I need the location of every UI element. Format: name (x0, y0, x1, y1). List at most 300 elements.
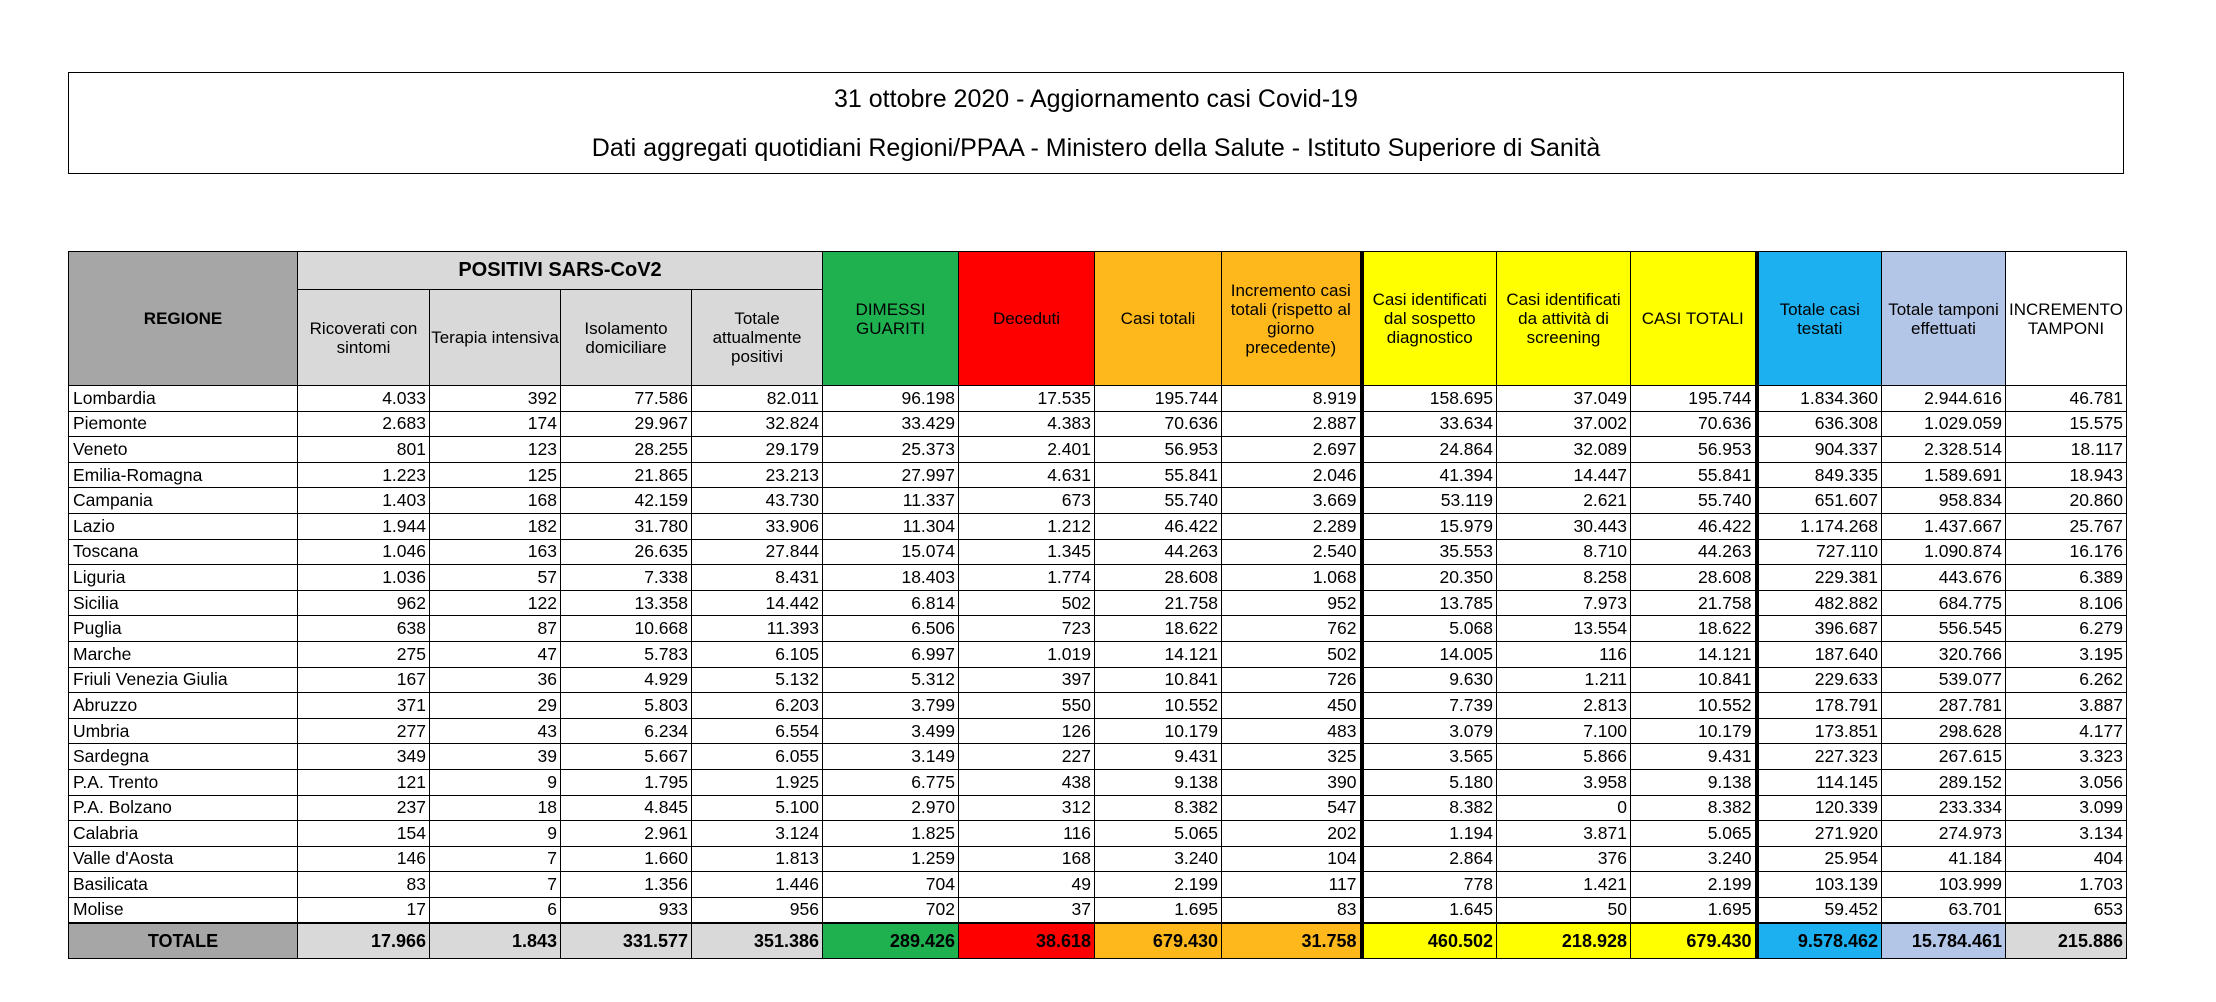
cell-deceduti: 37 (959, 897, 1095, 923)
cell-totale-casi-testati: 1.834.360 (1757, 386, 1882, 412)
cell-deceduti: 550 (959, 693, 1095, 719)
table-row (69, 437, 2127, 463)
cell-totale-tamponi: 320.766 (1882, 641, 2006, 667)
cell-ricoverati: 1.944 (298, 513, 430, 539)
total-casi-totali-caps: 679.430 (1631, 923, 1757, 959)
cell-totale-tamponi: 63.701 (1882, 897, 2006, 923)
header-dimessi-guariti: DIMESSI GUARITI (823, 252, 959, 386)
cell-isolamento: 10.668 (561, 616, 692, 642)
cell-casi-totali-caps: 28.608 (1631, 565, 1757, 591)
cell-casi-sospetto: 41.394 (1362, 462, 1497, 488)
cell-dimessi-guariti: 33.429 (823, 411, 959, 437)
cell-totale-casi-testati: 120.339 (1757, 795, 1882, 821)
cell-ricoverati: 275 (298, 641, 430, 667)
cell-incremento-casi: 2.540 (1222, 539, 1362, 565)
table-row (69, 616, 2127, 642)
cell-totale-tamponi: 287.781 (1882, 693, 2006, 719)
cell-isolamento: 5.667 (561, 744, 692, 770)
cell-incremento-casi: 2.289 (1222, 513, 1362, 539)
cell-regione: Puglia (69, 616, 298, 642)
cell-casi-totali-caps: 9.431 (1631, 744, 1757, 770)
cell-casi-totali: 10.179 (1095, 718, 1222, 744)
cell-casi-sospetto: 5.180 (1362, 769, 1497, 795)
cell-casi-totali-caps: 21.758 (1631, 590, 1757, 616)
cell-casi-screening: 30.443 (1497, 513, 1631, 539)
cell-totale-tamponi: 103.999 (1882, 872, 2006, 898)
cell-ricoverati: 17 (298, 897, 430, 923)
cell-casi-totali-caps: 70.636 (1631, 411, 1757, 437)
header-totale-tamponi: Totale tamponi effettuati (1882, 252, 2006, 386)
cell-terapia-intensiva: 47 (430, 641, 561, 667)
cell-totale-tamponi: 298.628 (1882, 718, 2006, 744)
cell-totale-casi-testati: 849.335 (1757, 462, 1882, 488)
cell-regione: Liguria (69, 565, 298, 591)
cell-regione: P.A. Bolzano (69, 795, 298, 821)
cell-deceduti: 4.631 (959, 462, 1095, 488)
table-row (69, 846, 2127, 872)
cell-dimessi-guariti: 6.506 (823, 616, 959, 642)
totals-row (69, 923, 2127, 959)
total-incremento-tamponi: 215.886 (2006, 923, 2127, 959)
cell-totale-tamponi: 2.328.514 (1882, 437, 2006, 463)
cell-terapia-intensiva: 123 (430, 437, 561, 463)
cell-isolamento: 7.338 (561, 565, 692, 591)
cell-regione: Valle d'Aosta (69, 846, 298, 872)
cell-totale-casi-testati: 904.337 (1757, 437, 1882, 463)
cell-casi-sospetto: 53.119 (1362, 488, 1497, 514)
cell-totale-positivi: 1.813 (692, 846, 823, 872)
cell-casi-screening: 7.100 (1497, 718, 1631, 744)
cell-dimessi-guariti: 5.312 (823, 667, 959, 693)
cell-ricoverati: 1.046 (298, 539, 430, 565)
cell-totale-positivi: 6.203 (692, 693, 823, 719)
cell-dimessi-guariti: 3.799 (823, 693, 959, 719)
page-subtitle: Dati aggregati quotidiani Regioni/PPAA - Ministero della Salute - Istituto Superiore di Sanità (591, 134, 1601, 162)
table-row (69, 897, 2127, 923)
cell-casi-totali-caps: 2.199 (1631, 872, 1757, 898)
cell-casi-totali-caps: 14.121 (1631, 641, 1757, 667)
cell-totale-positivi: 3.124 (692, 821, 823, 847)
cell-casi-totali: 55.740 (1095, 488, 1222, 514)
cell-casi-totali-caps: 8.382 (1631, 795, 1757, 821)
cell-totale-positivi: 11.393 (692, 616, 823, 642)
cell-casi-totali: 9.431 (1095, 744, 1222, 770)
cell-casi-screening: 13.554 (1497, 616, 1631, 642)
cell-casi-totali: 195.744 (1095, 386, 1222, 412)
cell-ricoverati: 962 (298, 590, 430, 616)
cell-ricoverati: 1.036 (298, 565, 430, 591)
cell-incremento-tamponi: 25.767 (2006, 513, 2127, 539)
cell-isolamento: 42.159 (561, 488, 692, 514)
cell-casi-sospetto: 35.553 (1362, 539, 1497, 565)
cell-casi-totali: 14.121 (1095, 641, 1222, 667)
cell-ricoverati: 83 (298, 872, 430, 898)
cell-casi-totali-caps: 18.622 (1631, 616, 1757, 642)
cell-incremento-casi: 1.068 (1222, 565, 1362, 591)
cell-incremento-tamponi: 6.389 (2006, 565, 2127, 591)
cell-incremento-tamponi: 653 (2006, 897, 2127, 923)
total-casi-screening: 218.928 (1497, 923, 1631, 959)
cell-casi-totali: 3.240 (1095, 846, 1222, 872)
header-casi-screening: Casi identificati da attività di screening (1497, 252, 1631, 386)
table-body (69, 386, 2127, 923)
cell-regione: Calabria (69, 821, 298, 847)
cell-totale-positivi: 956 (692, 897, 823, 923)
cell-casi-sospetto: 33.634 (1362, 411, 1497, 437)
header-totale-positivi: Totale attualmente positivi (692, 290, 823, 386)
cell-totale-tamponi: 2.944.616 (1882, 386, 2006, 412)
cell-terapia-intensiva: 182 (430, 513, 561, 539)
cell-incremento-tamponi: 20.860 (2006, 488, 2127, 514)
cell-incremento-casi: 762 (1222, 616, 1362, 642)
header-terapia-intensiva: Terapia intensiva (430, 290, 561, 386)
table-row (69, 795, 2127, 821)
cell-regione: Piemonte (69, 411, 298, 437)
cell-totale-tamponi: 289.152 (1882, 769, 2006, 795)
cell-casi-totali-caps: 10.179 (1631, 718, 1757, 744)
cell-casi-screening: 3.958 (1497, 769, 1631, 795)
cell-regione: Campania (69, 488, 298, 514)
cell-casi-sospetto: 13.785 (1362, 590, 1497, 616)
cell-dimessi-guariti: 6.814 (823, 590, 959, 616)
cell-ricoverati: 167 (298, 667, 430, 693)
cell-totale-casi-testati: 229.633 (1757, 667, 1882, 693)
table-row (69, 667, 2127, 693)
cell-casi-totali: 46.422 (1095, 513, 1222, 539)
cell-incremento-casi: 483 (1222, 718, 1362, 744)
cell-casi-totali-caps: 44.263 (1631, 539, 1757, 565)
cell-incremento-tamponi: 3.323 (2006, 744, 2127, 770)
cell-incremento-casi: 2.887 (1222, 411, 1362, 437)
header-incremento-casi: Incremento casi totali (rispetto al giorno precedente) (1222, 252, 1362, 386)
cell-dimessi-guariti: 704 (823, 872, 959, 898)
cell-isolamento: 5.783 (561, 641, 692, 667)
cell-casi-totali-caps: 46.422 (1631, 513, 1757, 539)
cell-terapia-intensiva: 168 (430, 488, 561, 514)
cell-incremento-casi: 450 (1222, 693, 1362, 719)
header-deceduti: Deceduti (959, 252, 1095, 386)
cell-deceduti: 17.535 (959, 386, 1095, 412)
table-row (69, 872, 2127, 898)
cell-terapia-intensiva: 9 (430, 769, 561, 795)
total-regione: TOTALE (69, 923, 298, 959)
total-incremento-casi: 31.758 (1222, 923, 1362, 959)
cell-totale-positivi: 14.442 (692, 590, 823, 616)
cell-isolamento: 28.255 (561, 437, 692, 463)
cell-ricoverati: 1.403 (298, 488, 430, 514)
cell-incremento-casi: 952 (1222, 590, 1362, 616)
cell-casi-totali-caps: 10.841 (1631, 667, 1757, 693)
total-deceduti: 38.618 (959, 923, 1095, 959)
cell-totale-positivi: 5.100 (692, 795, 823, 821)
cell-isolamento: 4.845 (561, 795, 692, 821)
header-casi-sospetto: Casi identificati dal sospetto diagnostico (1362, 252, 1497, 386)
cell-incremento-casi: 8.919 (1222, 386, 1362, 412)
cell-casi-totali-caps: 10.552 (1631, 693, 1757, 719)
cell-isolamento: 29.967 (561, 411, 692, 437)
header-ricoverati: Ricoverati con sintomi (298, 290, 430, 386)
cell-totale-tamponi: 274.973 (1882, 821, 2006, 847)
cell-deceduti: 1.019 (959, 641, 1095, 667)
cell-incremento-casi: 202 (1222, 821, 1362, 847)
cell-terapia-intensiva: 6 (430, 897, 561, 923)
total-totale-tamponi: 15.784.461 (1882, 923, 2006, 959)
cell-ricoverati: 154 (298, 821, 430, 847)
cell-totale-positivi: 5.132 (692, 667, 823, 693)
cell-deceduti: 1.212 (959, 513, 1095, 539)
cell-dimessi-guariti: 2.970 (823, 795, 959, 821)
total-totale-positivi: 351.386 (692, 923, 823, 959)
cell-totale-casi-testati: 482.882 (1757, 590, 1882, 616)
cell-isolamento: 6.234 (561, 718, 692, 744)
cell-terapia-intensiva: 36 (430, 667, 561, 693)
cell-deceduti: 126 (959, 718, 1095, 744)
cell-totale-tamponi: 41.184 (1882, 846, 2006, 872)
cell-deceduti: 723 (959, 616, 1095, 642)
cell-casi-screening: 8.258 (1497, 565, 1631, 591)
cell-totale-tamponi: 233.334 (1882, 795, 2006, 821)
cell-totale-positivi: 1.925 (692, 769, 823, 795)
cell-incremento-tamponi: 18.943 (2006, 462, 2127, 488)
cell-dimessi-guariti: 702 (823, 897, 959, 923)
cell-casi-totali: 10.841 (1095, 667, 1222, 693)
cell-isolamento: 4.929 (561, 667, 692, 693)
table-row (69, 386, 2127, 412)
table-row (69, 411, 2127, 437)
cell-casi-screening: 32.089 (1497, 437, 1631, 463)
cell-casi-screening: 1.421 (1497, 872, 1631, 898)
table-row (69, 539, 2127, 565)
cell-totale-positivi: 27.844 (692, 539, 823, 565)
cell-incremento-casi: 104 (1222, 846, 1362, 872)
cell-totale-casi-testati: 227.323 (1757, 744, 1882, 770)
cell-terapia-intensiva: 392 (430, 386, 561, 412)
cell-casi-totali: 21.758 (1095, 590, 1222, 616)
cell-incremento-tamponi: 6.262 (2006, 667, 2127, 693)
table-row (69, 718, 2127, 744)
cell-casi-sospetto: 778 (1362, 872, 1497, 898)
header-positivi-group: POSITIVI SARS-CoV2 (298, 252, 823, 290)
cell-casi-totali: 5.065 (1095, 821, 1222, 847)
cell-incremento-tamponi: 4.177 (2006, 718, 2127, 744)
cell-totale-casi-testati: 114.145 (1757, 769, 1882, 795)
cell-deceduti: 49 (959, 872, 1095, 898)
cell-totale-casi-testati: 229.381 (1757, 565, 1882, 591)
cell-deceduti: 673 (959, 488, 1095, 514)
cell-incremento-tamponi: 15.575 (2006, 411, 2127, 437)
cell-totale-tamponi: 1.090.874 (1882, 539, 2006, 565)
cell-terapia-intensiva: 87 (430, 616, 561, 642)
cell-casi-totali-caps: 5.065 (1631, 821, 1757, 847)
cell-casi-sospetto: 3.565 (1362, 744, 1497, 770)
cell-regione: Sicilia (69, 590, 298, 616)
cell-casi-screening: 376 (1497, 846, 1631, 872)
cell-casi-sospetto: 20.350 (1362, 565, 1497, 591)
cell-regione: Emilia-Romagna (69, 462, 298, 488)
cell-dimessi-guariti: 3.499 (823, 718, 959, 744)
cell-incremento-tamponi: 3.099 (2006, 795, 2127, 821)
cell-casi-totali: 18.622 (1095, 616, 1222, 642)
cell-incremento-casi: 2.046 (1222, 462, 1362, 488)
total-isolamento: 331.577 (561, 923, 692, 959)
cell-casi-screening: 3.871 (1497, 821, 1631, 847)
cell-dimessi-guariti: 6.997 (823, 641, 959, 667)
cell-isolamento: 1.660 (561, 846, 692, 872)
cell-isolamento: 31.780 (561, 513, 692, 539)
table-row (69, 821, 2127, 847)
table-row (69, 693, 2127, 719)
cell-casi-totali: 28.608 (1095, 565, 1222, 591)
cell-terapia-intensiva: 29 (430, 693, 561, 719)
cell-isolamento: 5.803 (561, 693, 692, 719)
cell-casi-totali: 44.263 (1095, 539, 1222, 565)
cell-casi-totali: 8.382 (1095, 795, 1222, 821)
cell-regione: Molise (69, 897, 298, 923)
cell-casi-sospetto: 3.079 (1362, 718, 1497, 744)
cell-isolamento: 13.358 (561, 590, 692, 616)
cell-casi-totali-caps: 195.744 (1631, 386, 1757, 412)
cell-casi-screening: 50 (1497, 897, 1631, 923)
cell-deceduti: 438 (959, 769, 1095, 795)
page-title: 31 ottobre 2020 - Aggiornamento casi Covid-19 (834, 85, 1358, 113)
cell-incremento-tamponi: 18.117 (2006, 437, 2127, 463)
cell-incremento-tamponi: 3.056 (2006, 769, 2127, 795)
total-totale-casi-testati: 9.578.462 (1757, 923, 1882, 959)
cell-deceduti: 168 (959, 846, 1095, 872)
cell-incremento-casi: 3.669 (1222, 488, 1362, 514)
cell-casi-totali-caps: 1.695 (1631, 897, 1757, 923)
title-box (68, 72, 2124, 174)
cell-incremento-casi: 2.697 (1222, 437, 1362, 463)
cell-casi-totali: 10.552 (1095, 693, 1222, 719)
cell-casi-screening: 5.866 (1497, 744, 1631, 770)
table-row (69, 590, 2127, 616)
cell-incremento-casi: 117 (1222, 872, 1362, 898)
cell-totale-tamponi: 958.834 (1882, 488, 2006, 514)
cell-incremento-tamponi: 3.195 (2006, 641, 2127, 667)
cell-casi-sospetto: 8.382 (1362, 795, 1497, 821)
cell-ricoverati: 4.033 (298, 386, 430, 412)
cell-incremento-tamponi: 3.887 (2006, 693, 2127, 719)
cell-ricoverati: 146 (298, 846, 430, 872)
cell-terapia-intensiva: 7 (430, 872, 561, 898)
cell-incremento-tamponi: 3.134 (2006, 821, 2127, 847)
cell-totale-casi-testati: 59.452 (1757, 897, 1882, 923)
cell-totale-tamponi: 556.545 (1882, 616, 2006, 642)
cell-totale-positivi: 43.730 (692, 488, 823, 514)
cell-casi-screening: 37.002 (1497, 411, 1631, 437)
cell-terapia-intensiva: 9 (430, 821, 561, 847)
cell-regione: Umbria (69, 718, 298, 744)
cell-deceduti: 397 (959, 667, 1095, 693)
table-row (69, 565, 2127, 591)
cell-totale-tamponi: 684.775 (1882, 590, 2006, 616)
cell-regione: Friuli Venezia Giulia (69, 667, 298, 693)
cell-casi-screening: 14.447 (1497, 462, 1631, 488)
cell-casi-totali-caps: 55.841 (1631, 462, 1757, 488)
cell-regione: Basilicata (69, 872, 298, 898)
cell-casi-sospetto: 24.864 (1362, 437, 1497, 463)
cell-incremento-casi: 83 (1222, 897, 1362, 923)
cell-terapia-intensiva: 39 (430, 744, 561, 770)
cell-totale-positivi: 29.179 (692, 437, 823, 463)
cell-dimessi-guariti: 25.373 (823, 437, 959, 463)
cell-isolamento: 933 (561, 897, 692, 923)
cell-incremento-casi: 325 (1222, 744, 1362, 770)
cell-terapia-intensiva: 125 (430, 462, 561, 488)
cell-incremento-tamponi: 6.279 (2006, 616, 2127, 642)
cell-dimessi-guariti: 15.074 (823, 539, 959, 565)
cell-totale-casi-testati: 651.607 (1757, 488, 1882, 514)
cell-ricoverati: 237 (298, 795, 430, 821)
header-isolamento: Isolamento domiciliare (561, 290, 692, 386)
cell-deceduti: 4.383 (959, 411, 1095, 437)
cell-ricoverati: 277 (298, 718, 430, 744)
cell-totale-tamponi: 267.615 (1882, 744, 2006, 770)
cell-casi-totali: 55.841 (1095, 462, 1222, 488)
cell-ricoverati: 371 (298, 693, 430, 719)
header-regione: REGIONE (69, 252, 298, 386)
cell-casi-totali: 9.138 (1095, 769, 1222, 795)
cell-incremento-casi: 726 (1222, 667, 1362, 693)
cell-casi-totali: 70.636 (1095, 411, 1222, 437)
cell-deceduti: 1.774 (959, 565, 1095, 591)
cell-casi-totali-caps: 56.953 (1631, 437, 1757, 463)
cell-casi-screening: 0 (1497, 795, 1631, 821)
cell-casi-totali: 2.199 (1095, 872, 1222, 898)
cell-casi-screening: 8.710 (1497, 539, 1631, 565)
cell-terapia-intensiva: 7 (430, 846, 561, 872)
cell-totale-casi-testati: 187.640 (1757, 641, 1882, 667)
cell-isolamento: 1.795 (561, 769, 692, 795)
cell-terapia-intensiva: 57 (430, 565, 561, 591)
cell-deceduti: 312 (959, 795, 1095, 821)
cell-deceduti: 227 (959, 744, 1095, 770)
cell-isolamento: 2.961 (561, 821, 692, 847)
cell-dimessi-guariti: 1.825 (823, 821, 959, 847)
cell-totale-casi-testati: 727.110 (1757, 539, 1882, 565)
cell-casi-totali-caps: 3.240 (1631, 846, 1757, 872)
cell-casi-sospetto: 1.194 (1362, 821, 1497, 847)
cell-totale-tamponi: 1.029.059 (1882, 411, 2006, 437)
cell-regione: Lombardia (69, 386, 298, 412)
cell-deceduti: 2.401 (959, 437, 1095, 463)
cell-dimessi-guariti: 27.997 (823, 462, 959, 488)
cell-ricoverati: 1.223 (298, 462, 430, 488)
cell-casi-screening: 37.049 (1497, 386, 1631, 412)
cell-regione: Veneto (69, 437, 298, 463)
total-dimessi-guariti: 289.426 (823, 923, 959, 959)
cell-casi-sospetto: 158.695 (1362, 386, 1497, 412)
cell-isolamento: 21.865 (561, 462, 692, 488)
cell-incremento-tamponi: 46.781 (2006, 386, 2127, 412)
cell-ricoverati: 638 (298, 616, 430, 642)
cell-regione: Lazio (69, 513, 298, 539)
cell-deceduti: 1.345 (959, 539, 1095, 565)
cell-casi-screening: 2.621 (1497, 488, 1631, 514)
cell-totale-positivi: 6.105 (692, 641, 823, 667)
cell-totale-positivi: 1.446 (692, 872, 823, 898)
total-terapia-intensiva: 1.843 (430, 923, 561, 959)
table-row (69, 744, 2127, 770)
cell-incremento-tamponi: 1.703 (2006, 872, 2127, 898)
cell-incremento-tamponi: 404 (2006, 846, 2127, 872)
cell-ricoverati: 801 (298, 437, 430, 463)
header-totale-casi-testati: Totale casi testati (1757, 252, 1882, 386)
cell-isolamento: 77.586 (561, 386, 692, 412)
covid-data-table (68, 251, 2127, 959)
cell-totale-tamponi: 539.077 (1882, 667, 2006, 693)
